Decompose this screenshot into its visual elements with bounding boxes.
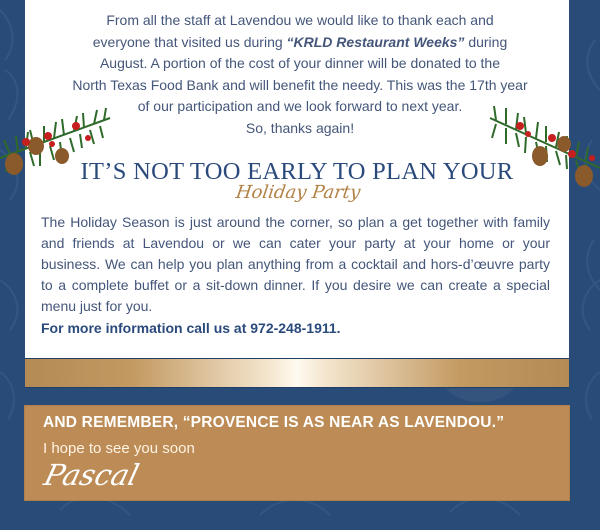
signature: Pascal	[40, 458, 143, 492]
holiday-body: The Holiday Season is just around the corner, so plan a get together with family and friends at Lavendou or we can cater your party at your home or your business. We can help you plan anything from a cocktail and hors-d’œuvre party to a complete buffet or a sit-down dinner. If you desire we can create a special menu just for you.	[41, 214, 550, 314]
intro-line: From all the staff at Lavendou we would like to thank each and	[106, 12, 494, 28]
pine-garland-right-icon	[480, 98, 600, 198]
intro-paragraph	[48, 10, 552, 139]
intro-line	[48, 32, 552, 54]
intro-text: everyone that visited us during	[92, 33, 287, 50]
event-name: “KRLD Restaurant Weeks”	[286, 33, 465, 50]
closing-box	[25, 406, 569, 500]
contact-phone-line: For more information call us at 972-248-1911.	[41, 320, 341, 336]
intro-text: during	[464, 33, 508, 50]
closing-line: I hope to see you soon	[43, 440, 195, 457]
holiday-subheading: Holiday Party	[234, 182, 362, 203]
intro-line: North Texas Food Bank and will benefit the needy. This was the 17th year	[72, 76, 528, 93]
pine-garland-left-icon	[0, 98, 120, 188]
intro-line: So, thanks again!	[245, 119, 355, 136]
holiday-heading: IT’S NOT TOO EARLY TO PLAN YOUR	[80, 158, 514, 185]
intro-line: August. A portion of the cost of your dinner will be donated to the	[99, 55, 501, 71]
intro-line: of our participation and we look forward to next year.	[137, 98, 463, 114]
closing-title: AND REMEMBER, “PROVENCE IS AS NEAR AS LAVENDOU.”	[43, 414, 505, 431]
gold-divider-bar	[25, 359, 569, 387]
